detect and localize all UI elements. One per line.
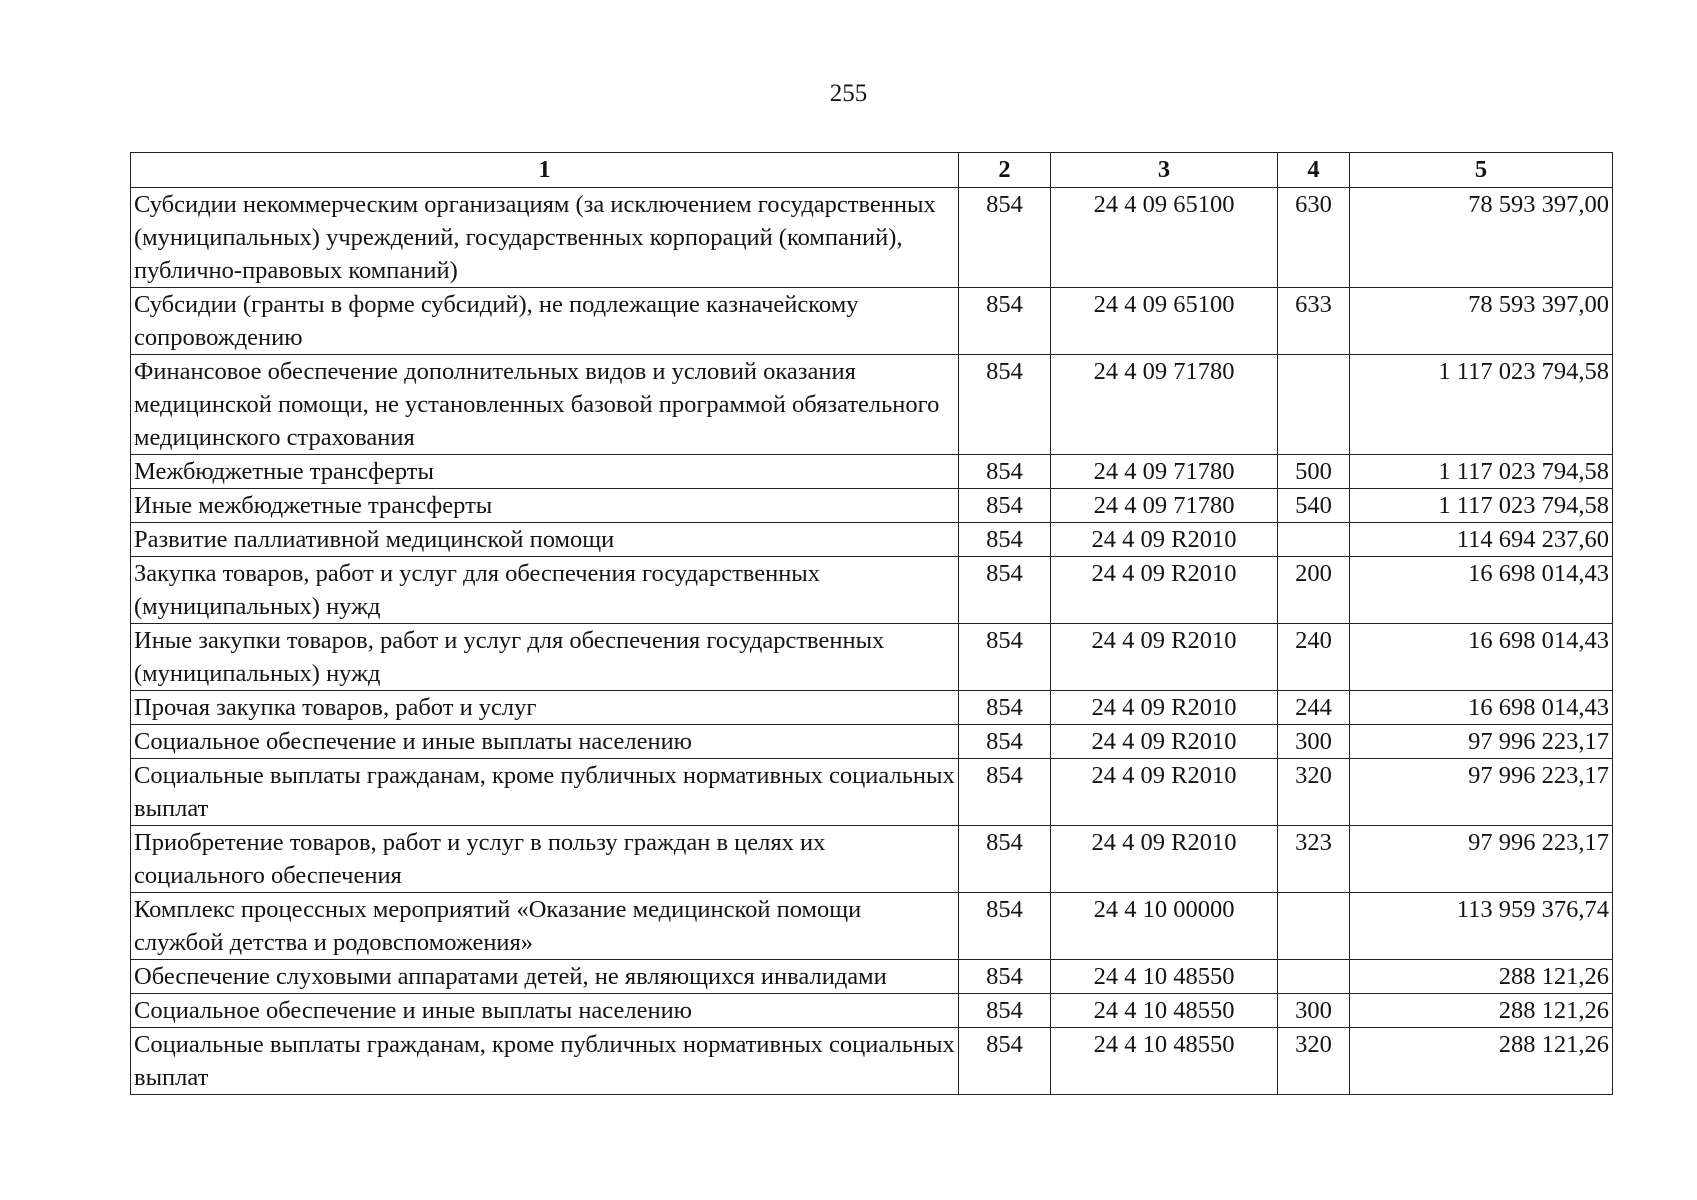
budget-table — [130, 152, 1613, 1095]
row-code-cell: 854 — [959, 994, 1051, 1028]
row-article-cell: 24 4 09 71780 — [1051, 489, 1278, 523]
row-code-cell: 854 — [959, 725, 1051, 759]
row-article-cell: 24 4 09 R2010 — [1051, 523, 1278, 557]
row-article-cell: 24 4 10 48550 — [1051, 1028, 1278, 1095]
table-row — [131, 960, 1613, 994]
row-code-cell: 854 — [959, 826, 1051, 893]
table-row — [131, 691, 1613, 725]
row-article-cell: 24 4 09 R2010 — [1051, 691, 1278, 725]
table-row — [131, 725, 1613, 759]
row-type-cell — [1278, 960, 1350, 994]
table-row — [131, 188, 1613, 288]
row-name-cell: Приобретение товаров, работ и услуг в пользу граждан в целях их социального обеспечения — [131, 826, 959, 893]
row-article-cell: 24 4 09 71780 — [1051, 455, 1278, 489]
row-name-cell: Социальное обеспечение и иные выплаты населению — [131, 725, 959, 759]
row-amount-cell: 78 593 397,00 — [1350, 288, 1613, 355]
page-number: 255 — [829, 80, 868, 107]
table-row — [131, 288, 1613, 355]
row-article-cell: 24 4 10 00000 — [1051, 893, 1278, 960]
row-amount-cell: 288 121,26 — [1350, 1028, 1613, 1095]
row-amount-cell: 97 996 223,17 — [1350, 725, 1613, 759]
table-row — [131, 994, 1613, 1028]
row-type-cell: 633 — [1278, 288, 1350, 355]
row-type-cell — [1278, 523, 1350, 557]
row-code-cell: 854 — [959, 691, 1051, 725]
row-type-cell: 300 — [1278, 725, 1350, 759]
table-row — [131, 826, 1613, 893]
row-amount-cell: 1 117 023 794,58 — [1350, 489, 1613, 523]
row-article-cell: 24 4 09 71780 — [1051, 355, 1278, 455]
row-type-cell: 500 — [1278, 455, 1350, 489]
table-row — [131, 355, 1613, 455]
table-row — [131, 1028, 1613, 1095]
table-row — [131, 557, 1613, 624]
table-row — [131, 489, 1613, 523]
row-name-cell: Прочая закупка товаров, работ и услуг — [131, 691, 959, 725]
row-amount-cell: 114 694 237,60 — [1350, 523, 1613, 557]
row-code-cell: 854 — [959, 759, 1051, 826]
row-type-cell: 300 — [1278, 994, 1350, 1028]
row-code-cell: 854 — [959, 489, 1051, 523]
table-header-row — [131, 153, 1613, 188]
row-code-cell: 854 — [959, 455, 1051, 489]
row-amount-cell: 1 117 023 794,58 — [1350, 355, 1613, 455]
row-type-cell: 323 — [1278, 826, 1350, 893]
row-type-cell: 320 — [1278, 1028, 1350, 1095]
column-header-amount: 5 — [1350, 153, 1613, 188]
table-row — [131, 523, 1613, 557]
row-type-cell — [1278, 355, 1350, 455]
row-article-cell: 24 4 09 R2010 — [1051, 826, 1278, 893]
row-article-cell: 24 4 09 65100 — [1051, 188, 1278, 288]
table-row — [131, 624, 1613, 691]
row-name-cell: Иные закупки товаров, работ и услуг для обеспечения государственных (муниципальных) нужд — [131, 624, 959, 691]
table-row — [131, 455, 1613, 489]
row-name-cell: Межбюджетные трансферты — [131, 455, 959, 489]
table-row — [131, 759, 1613, 826]
column-header-type: 4 — [1278, 153, 1350, 188]
row-type-cell: 244 — [1278, 691, 1350, 725]
row-name-cell: Развитие паллиативной медицинской помощи — [131, 523, 959, 557]
column-header-article: 3 — [1051, 153, 1278, 188]
row-article-cell: 24 4 09 R2010 — [1051, 624, 1278, 691]
row-name-cell: Обеспечение слуховыми аппаратами детей, не являющихся инвалидами — [131, 960, 959, 994]
row-amount-cell: 1 117 023 794,58 — [1350, 455, 1613, 489]
row-article-cell: 24 4 09 R2010 — [1051, 759, 1278, 826]
row-amount-cell: 16 698 014,43 — [1350, 624, 1613, 691]
row-amount-cell: 16 698 014,43 — [1350, 691, 1613, 725]
row-name-cell: Субсидии некоммерческим организациям (за исключением государственных (муниципальных) учреждений, государственных корпораций (компаний), публично-правовых компаний) — [131, 188, 959, 288]
row-code-cell: 854 — [959, 557, 1051, 624]
row-article-cell: 24 4 09 R2010 — [1051, 725, 1278, 759]
row-name-cell: Закупка товаров, работ и услуг для обеспечения государственных (муниципальных) нужд — [131, 557, 959, 624]
row-name-cell: Субсидии (гранты в форме субсидий), не подлежащие казначейскому сопровождению — [131, 288, 959, 355]
row-name-cell: Комплекс процессных мероприятий «Оказание медицинской помощи службой детства и родовспоможения» — [131, 893, 959, 960]
row-name-cell: Социальное обеспечение и иные выплаты населению — [131, 994, 959, 1028]
row-name-cell: Социальные выплаты гражданам, кроме публичных нормативных социальных выплат — [131, 759, 959, 826]
table-body — [131, 188, 1613, 1095]
row-type-cell: 320 — [1278, 759, 1350, 826]
row-name-cell: Социальные выплаты гражданам, кроме публичных нормативных социальных выплат — [131, 1028, 959, 1095]
row-amount-cell: 288 121,26 — [1350, 994, 1613, 1028]
row-article-cell: 24 4 09 R2010 — [1051, 557, 1278, 624]
column-header-name: 1 — [131, 153, 959, 188]
row-code-cell: 854 — [959, 960, 1051, 994]
row-amount-cell: 113 959 376,74 — [1350, 893, 1613, 960]
row-code-cell: 854 — [959, 355, 1051, 455]
row-amount-cell: 288 121,26 — [1350, 960, 1613, 994]
row-article-cell: 24 4 09 65100 — [1051, 288, 1278, 355]
row-name-cell: Финансовое обеспечение дополнительных видов и условий оказания медицинской помощи, не установленных базовой программой обязательного медицинского страхования — [131, 355, 959, 455]
row-article-cell: 24 4 10 48550 — [1051, 960, 1278, 994]
row-type-cell: 630 — [1278, 188, 1350, 288]
row-type-cell — [1278, 893, 1350, 960]
column-header-code: 2 — [959, 153, 1051, 188]
row-type-cell: 240 — [1278, 624, 1350, 691]
table-row — [131, 893, 1613, 960]
row-code-cell: 854 — [959, 523, 1051, 557]
row-type-cell: 200 — [1278, 557, 1350, 624]
row-code-cell: 854 — [959, 893, 1051, 960]
row-amount-cell: 97 996 223,17 — [1350, 759, 1613, 826]
row-amount-cell: 78 593 397,00 — [1350, 188, 1613, 288]
row-code-cell: 854 — [959, 624, 1051, 691]
row-amount-cell: 97 996 223,17 — [1350, 826, 1613, 893]
row-article-cell: 24 4 10 48550 — [1051, 994, 1278, 1028]
row-name-cell: Иные межбюджетные трансферты — [131, 489, 959, 523]
row-code-cell: 854 — [959, 288, 1051, 355]
row-amount-cell: 16 698 014,43 — [1350, 557, 1613, 624]
row-type-cell: 540 — [1278, 489, 1350, 523]
row-code-cell: 854 — [959, 188, 1051, 288]
row-code-cell: 854 — [959, 1028, 1051, 1095]
